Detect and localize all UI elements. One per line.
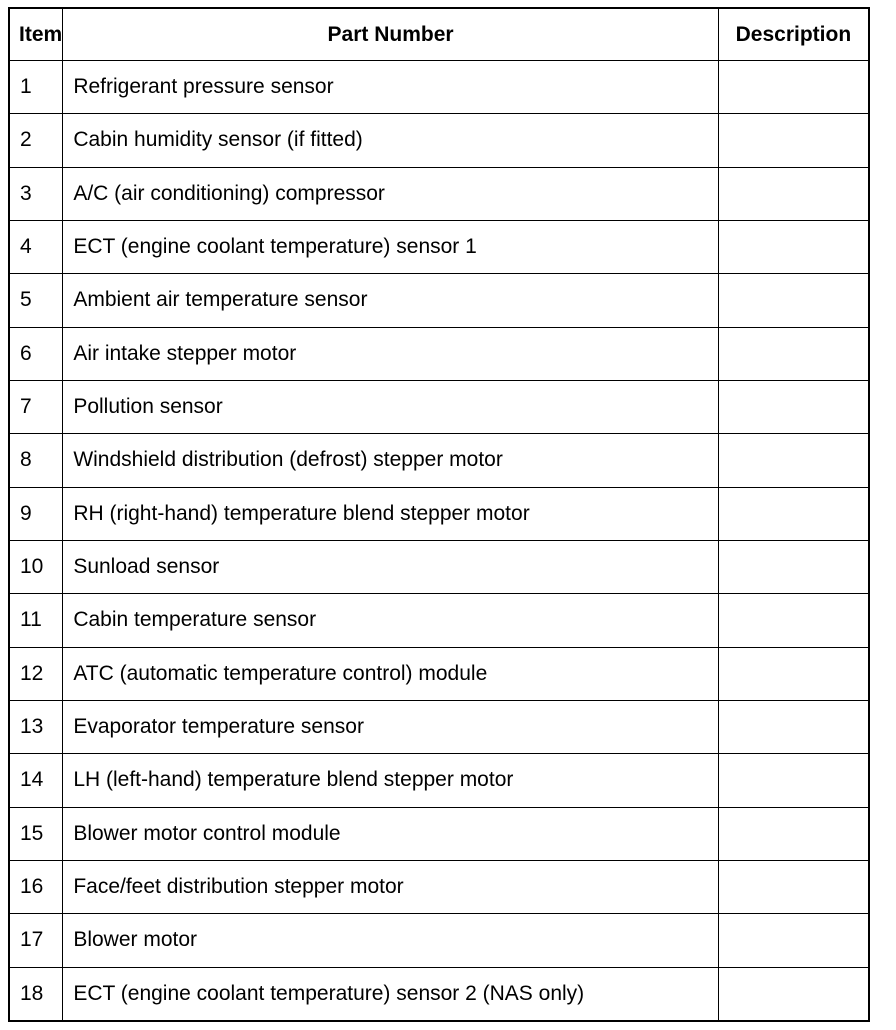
- cell-item-number: 12: [9, 647, 63, 700]
- table-row: [9, 434, 869, 487]
- cell-item-number: 1: [9, 61, 63, 114]
- cell-description: [718, 380, 869, 433]
- cell-item-number: 6: [9, 327, 63, 380]
- table-row: [9, 327, 869, 380]
- cell-item-number: 11: [9, 594, 63, 647]
- cell-part-name: ECT (engine coolant temperature) sensor 1: [63, 220, 718, 273]
- cell-part-name: LH (left-hand) temperature blend stepper motor: [63, 754, 718, 807]
- table-row: [9, 807, 869, 860]
- table-row: [9, 274, 869, 327]
- cell-part-name: Blower motor control module: [63, 807, 718, 860]
- cell-description: [718, 860, 869, 913]
- cell-part-name: ECT (engine coolant temperature) sensor 2 (NAS only): [63, 967, 718, 1021]
- cell-item-number: 2: [9, 114, 63, 167]
- cell-description: [718, 967, 869, 1021]
- cell-part-name: Blower motor: [63, 914, 718, 967]
- cell-description: [718, 807, 869, 860]
- cell-description: [718, 594, 869, 647]
- cell-item-number: 14: [9, 754, 63, 807]
- table-body: [9, 61, 869, 1022]
- cell-part-name: Cabin temperature sensor: [63, 594, 718, 647]
- cell-item-number: 10: [9, 540, 63, 593]
- table-row: [9, 967, 869, 1021]
- cell-item-number: 17: [9, 914, 63, 967]
- cell-item-number: 7: [9, 380, 63, 433]
- cell-description: [718, 647, 869, 700]
- cell-description: [718, 114, 869, 167]
- cell-description: [718, 487, 869, 540]
- table-row: [9, 167, 869, 220]
- cell-item-number: 4: [9, 220, 63, 273]
- cell-description: [718, 327, 869, 380]
- table-row: [9, 594, 869, 647]
- table-row: [9, 754, 869, 807]
- cell-item-number: 5: [9, 274, 63, 327]
- table-row: [9, 540, 869, 593]
- cell-description: [718, 61, 869, 114]
- cell-description: [718, 914, 869, 967]
- cell-item-number: 13: [9, 700, 63, 753]
- cell-part-name: Evaporator temperature sensor: [63, 700, 718, 753]
- cell-description: [718, 700, 869, 753]
- table-row: [9, 487, 869, 540]
- header-part-number: Part Number: [63, 8, 718, 61]
- header-description: Description: [718, 8, 869, 61]
- cell-part-name: Air intake stepper motor: [63, 327, 718, 380]
- cell-item-number: 18: [9, 967, 63, 1021]
- cell-description: [718, 434, 869, 487]
- cell-description: [718, 754, 869, 807]
- cell-description: [718, 274, 869, 327]
- cell-description: [718, 220, 869, 273]
- table-row: [9, 61, 869, 114]
- table-header: [9, 8, 869, 61]
- cell-description: [718, 540, 869, 593]
- cell-item-number: 16: [9, 860, 63, 913]
- table-row: [9, 860, 869, 913]
- table-row: [9, 220, 869, 273]
- cell-part-name: Windshield distribution (defrost) stepper motor: [63, 434, 718, 487]
- table-row: [9, 700, 869, 753]
- cell-item-number: 15: [9, 807, 63, 860]
- cell-part-name: A/C (air conditioning) compressor: [63, 167, 718, 220]
- table-row: [9, 380, 869, 433]
- cell-part-name: Sunload sensor: [63, 540, 718, 593]
- table-row: [9, 114, 869, 167]
- cell-description: [718, 167, 869, 220]
- header-row: [9, 8, 869, 61]
- cell-part-name: Ambient air temperature sensor: [63, 274, 718, 327]
- parts-table: [8, 7, 870, 1022]
- table-row: [9, 914, 869, 967]
- cell-item-number: 9: [9, 487, 63, 540]
- cell-item-number: 8: [9, 434, 63, 487]
- cell-item-number: 3: [9, 167, 63, 220]
- cell-part-name: Pollution sensor: [63, 380, 718, 433]
- cell-part-name: Cabin humidity sensor (if fitted): [63, 114, 718, 167]
- cell-part-name: Refrigerant pressure sensor: [63, 61, 718, 114]
- cell-part-name: RH (right-hand) temperature blend stepper motor: [63, 487, 718, 540]
- cell-part-name: Face/feet distribution stepper motor: [63, 860, 718, 913]
- header-item: Item: [9, 8, 63, 61]
- table-row: [9, 647, 869, 700]
- cell-part-name: ATC (automatic temperature control) module: [63, 647, 718, 700]
